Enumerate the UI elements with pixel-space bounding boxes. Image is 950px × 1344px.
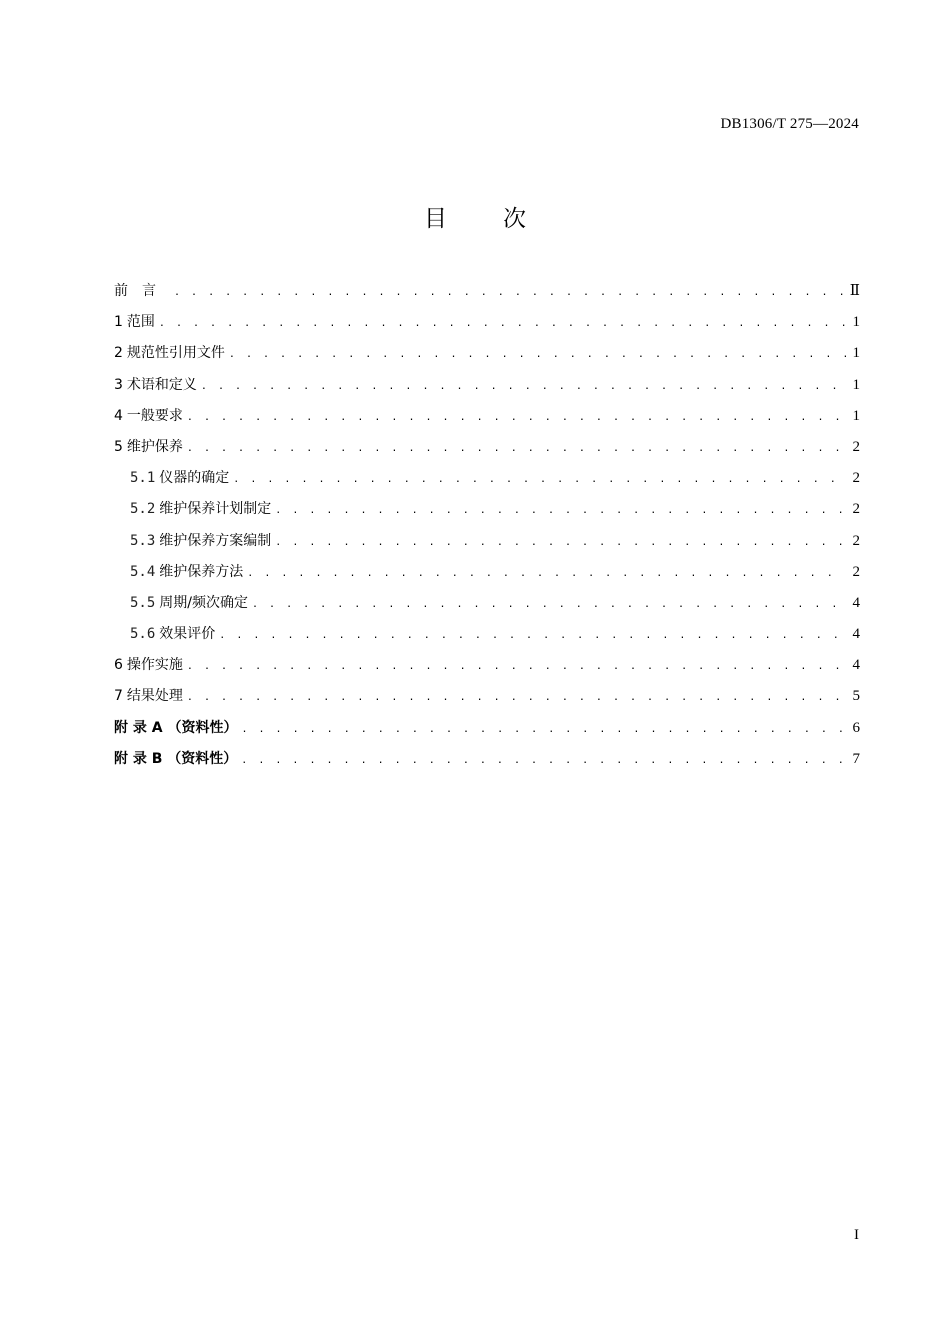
toc-entry-title: 维护保养方案编制 [159,532,272,549]
toc-dot-leader [241,714,846,745]
toc-entry-page: 2 [852,438,860,455]
document-code: DB1306/T 275—2024 [720,116,859,132]
toc-entry[interactable] [114,744,860,775]
toc-dot-leader [187,682,846,713]
toc-entry[interactable] [114,401,860,432]
toc-entry-number: 2 [114,345,123,362]
table-of-contents [114,276,860,775]
toc-entry-label [114,307,155,338]
toc-entry-title: 周期/频次确定 [159,594,249,611]
toc-entry-number: 5.6 [130,626,156,643]
toc-entry-title: 前言 [114,283,170,299]
toc-entry-page: Ⅱ [849,283,860,299]
toc-entry[interactable] [114,557,860,588]
toc-entry[interactable] [114,681,860,712]
toc-entry-label [114,338,225,369]
toc-entry-label [130,526,271,557]
toc-entry-label [114,744,237,775]
toc-dot-leader [229,339,846,370]
toc-entry[interactable] [114,526,860,557]
toc-entry-number: 5.4 [130,563,156,580]
page-title: 目次 [424,206,582,232]
toc-entry-title: 仪器的确定 [159,470,230,487]
toc-entry-number: 5.5 [130,594,156,611]
toc-entry-title: 术语和定义 [126,376,197,393]
toc-dot-leader [219,620,846,651]
toc-entry-title: 附 录 A （资料性） [114,719,238,736]
toc-entry[interactable] [114,494,860,525]
toc-entry[interactable] [114,713,860,744]
toc-dot-leader [252,589,846,620]
toc-entry-page: 7 [852,750,860,767]
toc-entry-label [114,370,197,401]
toc-entry-label [114,432,183,463]
toc-entry-title: 结果处理 [126,688,183,705]
toc-entry-label [130,557,243,588]
toc-dot-leader [247,558,846,589]
toc-entry-label [130,588,248,619]
toc-entry[interactable] [114,276,860,307]
page-number: I [854,1227,859,1243]
toc-entry-page: 4 [852,657,860,674]
toc-entry-number: 1 [114,314,123,331]
toc-entry[interactable] [114,650,860,681]
toc-entry-title: 操作实施 [126,657,183,674]
toc-entry-label [130,463,229,494]
toc-dot-leader [187,433,846,464]
toc-entry-number: 3 [114,376,123,393]
toc-dot-leader [187,651,846,682]
toc-dot-leader [201,371,846,402]
toc-entry[interactable] [114,463,860,494]
toc-entry[interactable] [114,588,860,619]
toc-entry-page: 2 [852,563,860,580]
toc-dot-leader [241,745,846,776]
toc-entry-label [130,494,271,525]
toc-entry-label [114,276,170,307]
toc-dot-leader [174,277,846,308]
toc-entry-label [114,681,183,712]
toc-entry-number: 5.3 [130,532,156,549]
toc-entry-title: 维护保养 [126,438,183,455]
toc-entry-title: 一般要求 [126,407,183,424]
toc-entry[interactable] [114,338,860,369]
toc-entry[interactable] [114,619,860,650]
toc-dot-leader [233,464,846,495]
toc-entry-page: 1 [852,314,860,331]
toc-entry[interactable] [114,307,860,338]
toc-entry-page: 2 [852,470,860,487]
toc-entry-page: 6 [852,719,860,736]
toc-entry-label [114,713,237,744]
toc-entry-number: 5.1 [130,470,156,487]
toc-dot-leader [275,527,846,558]
toc-entry-title: 效果评价 [159,626,216,643]
toc-entry-label [114,401,183,432]
toc-entry-page: 4 [852,626,860,643]
toc-dot-leader [159,308,846,339]
toc-entry-number: 4 [114,407,123,424]
toc-entry-number: 6 [114,657,123,674]
toc-entry[interactable] [114,370,860,401]
toc-dot-leader [275,495,846,526]
toc-entry-label [114,650,183,681]
toc-entry-page: 5 [852,688,860,705]
toc-entry-title: 范围 [126,314,155,331]
toc-entry-title: 附 录 B （资料性） [114,750,238,767]
toc-entry-page: 2 [852,532,860,549]
toc-entry-number: 5.2 [130,501,156,518]
toc-entry-title: 规范性引用文件 [126,345,225,362]
toc-entry-page: 2 [852,501,860,518]
toc-entry-page: 1 [852,376,860,393]
toc-entry-number: 7 [114,688,123,705]
toc-dot-leader [187,402,846,433]
toc-entry[interactable] [114,432,860,463]
toc-entry-page: 1 [852,407,860,424]
toc-entry-title: 维护保养方法 [159,563,244,580]
toc-entry-number: 5 [114,438,123,455]
toc-entry-page: 4 [852,594,860,611]
toc-entry-title: 维护保养计划制定 [159,501,272,518]
toc-entry-label [130,619,215,650]
toc-entry-page: 1 [852,345,860,362]
